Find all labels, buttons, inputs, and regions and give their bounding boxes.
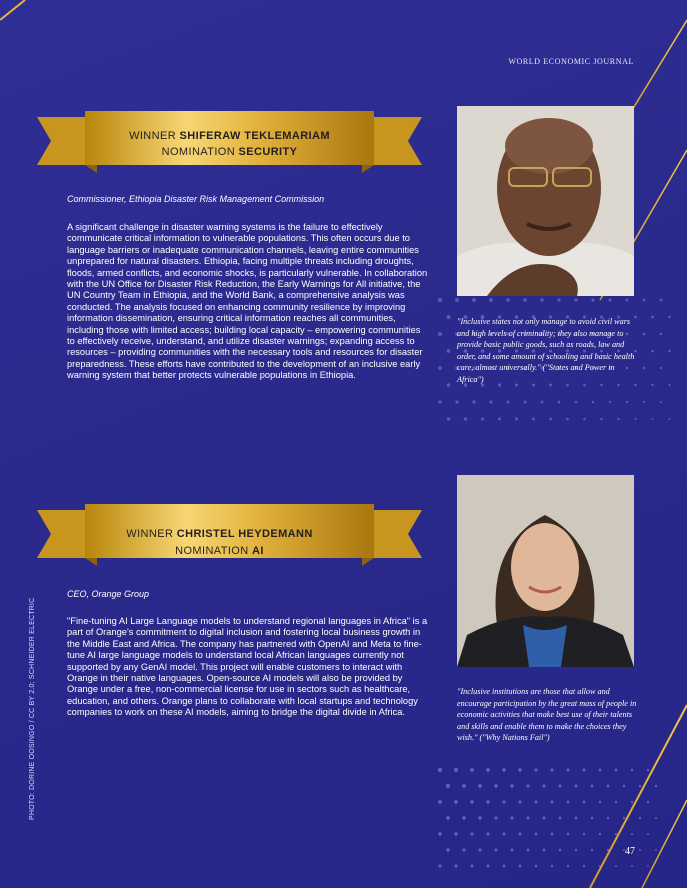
winner-line-2 [75,526,364,542]
winner-label: WINNER [126,528,177,540]
winner-label: WINNER [129,130,180,142]
nomination-line-2 [75,543,364,559]
body-text-1: A significant challenge in disaster warning systems is the failure to effectively communicate critical information to vulnerable populations. This often occurs due to language barriers or inadequate communication channels, leaving entire communities unprepared for natural disasters. Ethiopia, facing multiple threats including droughts, floods, armed conflicts, and economic shocks, is particularly vulnerable. In collaboration with the UN Office for Disaster Risk Reduction, the Early Warnings for All initiative, the UN Country Team in Ethiopia, and the World Bank, a comprehensive analysis was conducted. The analysis focused on enhancing community resilience by improving information dissemination, ensuring critical information reaches all communities, including those with limited access; building local capacity – empowering communities to effectively receive, understand, and utilize disaster warnings; expanding access to resources – providing communities with the necessary tools and resources for disaster preparedness. These efforts have contributed to the development of an inclusive early warning system that better protects vulnerable populations in Ethiopia. [67,222,428,381]
winner-line-1 [85,128,374,144]
role-1: Commissioner, Ethiopia Disaster Risk Management Commission [67,194,325,204]
portrait-christel [457,475,634,667]
winner-name: SHIFERAW TEKLEMARIAM [179,130,330,142]
page-number: 47 [625,846,635,857]
winner-banner-1 [85,124,374,164]
winner-banner-2 [75,526,364,566]
quote-2: "Inclusive institutions are those that allow and encourage participation by the great mass of people in economic activities that make best use of their talents and skills and enable them to make the choices they wish." ("Why Nations Fail") [457,687,637,743]
portrait-1-image [457,106,634,296]
nomination-name: AI [252,545,264,557]
quote-1: "Inclusive states not only manage to avoid civil wars and high levels of criminality; they also manage to provide basic public goods, such as roads, law and order, and some amount of schooling and basic health care, almost universally." ("States and Power in Africa") [457,317,635,384]
journal-name: WORLD ECONOMIC JOURNAL [508,57,634,66]
nomination-name: SECURITY [238,146,298,158]
nomination-line-1 [85,144,374,160]
nomination-label: NOMINATION [175,545,253,557]
portrait-shiferaw [457,106,634,296]
photo-credit: PHOTO: DORINE OOSINGO / CC BY 2.0; SCHNEIDER ELECTRIC [29,597,36,820]
body-text-2: "Fine-tuning AI Large Language models to understand regional languages in Africa" is a part of Orange's commitment to digital inclusion and fostering local business growth in the Middle East and Africa. The company has partnered with OpenAI and Meta to fine-tune AI large language models to understand local African languages currently not supported by any GenAI model. This project will enable customers to interact with Orange in their native languages. Open-source AI models will also be provided by Orange under a free, non-commercial license for use in sectors such as healthcare, education, and others. Orange plans to collaborate with local startups and technology companies to work on these AI models, aiming to bridge the digital divide in Africa. [67,616,428,718]
nomination-label: NOMINATION [161,146,239,158]
portrait-2-image [457,475,634,667]
role-2: CEO, Orange Group [67,589,150,599]
winner-name: CHRISTEL HEYDEMANN [176,528,313,540]
